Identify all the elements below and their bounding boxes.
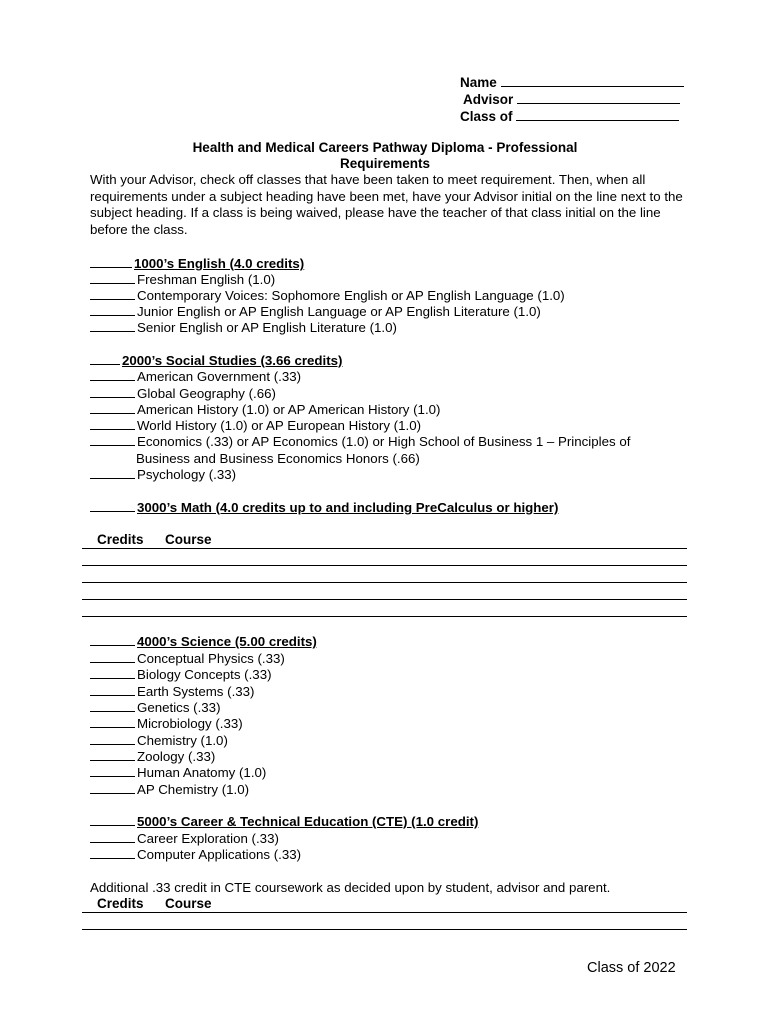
course-label: Zoology (.33) [137, 749, 216, 764]
check-line[interactable] [90, 782, 135, 794]
list-item [90, 700, 221, 716]
advisor-initial-line[interactable] [90, 634, 135, 646]
table-rule[interactable] [82, 565, 687, 566]
course-label: Career Exploration (.33) [137, 831, 279, 846]
table-rule [82, 912, 687, 913]
list-item [90, 782, 249, 798]
list-item [90, 733, 228, 749]
advisor-field[interactable] [463, 91, 693, 108]
advisor-blank[interactable] [517, 92, 680, 104]
class-of-field[interactable] [460, 108, 690, 125]
list-item [90, 716, 243, 732]
table-rule[interactable] [82, 616, 687, 617]
check-line[interactable] [90, 684, 135, 696]
check-line[interactable] [90, 369, 135, 381]
course-label: Economics (.33) or AP Economics (1.0) or High School of Business 1 – Principles of [137, 434, 631, 449]
course-label: Freshman English (1.0) [137, 272, 276, 287]
check-line[interactable] [90, 733, 135, 745]
check-line[interactable] [90, 765, 135, 777]
check-line[interactable] [90, 386, 135, 398]
list-item [90, 651, 285, 667]
name-label: Name [460, 75, 497, 90]
table-rule [82, 548, 687, 549]
footer-class-of: Class of 2022 [587, 960, 676, 976]
check-line[interactable] [90, 467, 135, 479]
list-item [90, 831, 279, 847]
check-line[interactable] [90, 288, 135, 300]
table-rule[interactable] [82, 599, 687, 600]
social-heading-row [90, 353, 343, 369]
course-label: Junior English or AP English Language or AP English Literature (1.0) [137, 304, 541, 319]
check-line[interactable] [90, 402, 135, 414]
page-title: Health and Medical Careers Pathway Diploma - Professional [192, 140, 578, 155]
check-line[interactable] [90, 304, 135, 316]
check-line[interactable] [90, 716, 135, 728]
name-blank[interactable] [501, 75, 684, 87]
english-heading-row [90, 256, 304, 272]
science-heading: 4000’s Science (5.00 credits) [137, 634, 317, 649]
list-item [90, 467, 236, 483]
check-line[interactable] [90, 320, 135, 332]
check-line[interactable] [90, 434, 135, 446]
list-item [90, 418, 421, 434]
course-label: AP Chemistry (1.0) [137, 782, 250, 797]
cte-additional-note: Additional .33 credit in CTE coursework as decided upon by student, advisor and parent. [90, 880, 611, 895]
instructions-text: With your Advisor, check off classes that have been taken to meet requirement. Then, when all requirements under a subject heading have been met, have your Advisor initial on the line next to the subject heading. If a class is being waived, please have the teacher of that class initial on the line before the class. [90, 172, 683, 237]
course-label: Chemistry (1.0) [137, 733, 228, 748]
list-item [90, 304, 541, 320]
credits-column-header: Credits [97, 532, 144, 547]
check-line[interactable] [90, 418, 135, 430]
course-label: World History (1.0) or AP European History (1.0) [137, 418, 422, 433]
course-label: American Government (.33) [137, 369, 302, 384]
course-label-continued: Business and Business Economics Honors (.66) [136, 451, 420, 466]
list-item [90, 320, 397, 336]
advisor-initial-line[interactable] [90, 500, 135, 512]
class-of-blank[interactable] [516, 109, 679, 121]
course-label: Global Geography (.66) [137, 386, 276, 401]
course-label: Earth Systems (.33) [137, 684, 255, 699]
credits-column-header: Credits [97, 896, 144, 911]
advisor-initial-line[interactable] [90, 353, 120, 365]
list-item [90, 369, 301, 385]
check-line[interactable] [90, 700, 135, 712]
advisor-initial-line[interactable] [90, 814, 135, 826]
list-item [90, 847, 301, 863]
list-item [90, 667, 272, 683]
course-label: Biology Concepts (.33) [137, 667, 272, 682]
list-item [90, 765, 266, 781]
class-of-label: Class of [460, 109, 513, 124]
course-column-header: Course [165, 532, 212, 547]
list-item [90, 386, 276, 402]
check-line[interactable] [90, 831, 135, 843]
course-label: Contemporary Voices: Sophomore English or AP English Language (1.0) [137, 288, 565, 303]
course-label: Conceptual Physics (.33) [137, 651, 285, 666]
english-heading: 1000’s English (4.0 credits) [134, 256, 305, 271]
list-item [90, 288, 565, 304]
social-heading: 2000’s Social Studies (3.66 credits) [122, 353, 343, 368]
list-item [90, 434, 630, 450]
advisor-initial-line[interactable] [90, 256, 132, 268]
math-heading-row [90, 500, 558, 516]
list-item [90, 272, 275, 288]
check-line[interactable] [90, 272, 135, 284]
check-line[interactable] [90, 749, 135, 761]
list-item [90, 749, 215, 765]
course-label: American History (1.0) or AP American History (1.0) [137, 402, 441, 417]
course-label: Computer Applications (.33) [137, 847, 302, 862]
check-line[interactable] [90, 667, 135, 679]
list-item [90, 684, 255, 700]
course-label: Senior English or AP English Literature (1.0) [137, 320, 397, 335]
table-rule[interactable] [82, 929, 687, 930]
course-label: Psychology (.33) [137, 467, 237, 482]
cte-heading: 5000’s Career & Technical Education (CTE) (1.0 credit) [137, 814, 479, 829]
course-label: Genetics (.33) [137, 700, 221, 715]
course-label: Human Anatomy (1.0) [137, 765, 267, 780]
math-heading: 3000’s Math (4.0 credits up to and including PreCalculus or higher) [137, 500, 559, 515]
table-rule[interactable] [82, 582, 687, 583]
check-line[interactable] [90, 847, 135, 859]
name-field[interactable] [460, 74, 690, 91]
advisor-label: Advisor [463, 92, 514, 107]
course-column-header: Course [165, 896, 212, 911]
science-heading-row [90, 634, 317, 650]
cte-heading-row [90, 814, 478, 830]
page-title-line2: Requirements [339, 156, 431, 171]
check-line[interactable] [90, 651, 135, 663]
list-item [90, 402, 440, 418]
course-label: Microbiology (.33) [137, 716, 243, 731]
